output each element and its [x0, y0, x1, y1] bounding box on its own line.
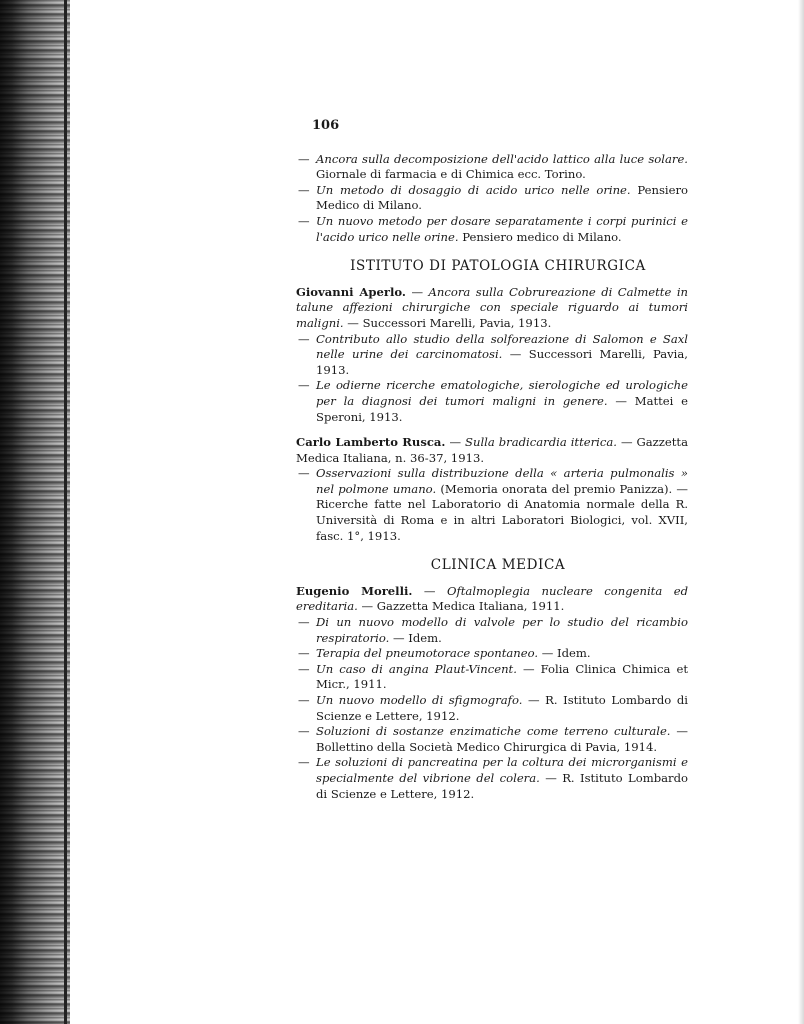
list-item: — Terapia del pneumotorace spontaneo. — Idem. — [298, 646, 591, 661]
author-block — [296, 435, 688, 544]
author-name: Giovanni Aperlo. — [296, 284, 406, 299]
list-item: Eugenio Morelli. — Oftalmoplegia nucleare congenita ed ereditaria. — Gazzetta Medica Italiana, 1911. — [296, 583, 689, 614]
list-item: — Un nuovo modello di sfigmografo. — R. Istituto Lombardo di Scienze e Lettere, 1912. — [298, 693, 688, 723]
list-item: — Di un nuovo modello di valvole per lo studio del ricambio respiratorio. — Idem. — [298, 615, 688, 645]
block1 — [296, 152, 688, 246]
list-item: — Contributo allo studio della solforeazione di Salomon e Saxl nelle urine dei carcinomatosi. — Successori Marelli, Pavia, 1913. — [298, 331, 688, 377]
list-item: — Le odierne ricerche ematologiche, sierologiche ed urologiche per la diagnosi dei tumori maligni in genere. — Mattei e Speroni, 1913. — [298, 378, 688, 424]
list-item: — Soluzioni di sostanze enzimatiche come terreno culturale. — Bollettino della Società Medico Chirurgica di Pavia, 1914. — [298, 724, 688, 754]
list-item: — Un metodo di dosaggio di acido urico nelle orine. Pensiero Medico di Milano. — [298, 182, 688, 213]
list-item: — Ancora sulla decomposizione dell'acido lattico alla luce solare. Giornale di farmacia e di Chimica ecc. Torino. — [298, 151, 688, 182]
author-block — [296, 584, 688, 802]
list-item: — Un caso di angina Plaut-Vincent. — Folia Clinica Chimica et Micr., 1911. — [298, 661, 688, 692]
author-block — [296, 285, 688, 425]
page-number: 106 — [312, 118, 340, 133]
page-right-edge — [798, 0, 804, 1024]
list-item: Carlo Lamberto Rusca. — Sulla bradicardia itterica. — Gazzetta Medica Italiana, n. 36-37, 1913. — [296, 435, 688, 465]
list-item: — Le soluzioni di pancreatina per la coltura dei microrganismi e specialmente del vibrione del colera. — R. Istituto Lombardo di Scienze e Lettere, 1912. — [298, 755, 688, 801]
section-heading: ISTITUTO DI PATOLOGIA CHIRURGICA — [350, 258, 646, 275]
author-name: Eugenio Morelli. — [296, 583, 413, 598]
book-binding-shadow — [0, 0, 70, 1024]
binding-edge — [64, 0, 67, 1024]
page-content — [296, 118, 688, 802]
list-item: — Osservazioni sulla distribuzione della « arteria pulmonalis » nel polmone umano. (Memoria onorata del premio Panizza). — Ricerche fatte nel Laboratorio di Anatomia normale della R. Università di Roma e in altri Laboratori Biologici, vol. XVII, fasc. 1°, 1913. — [298, 466, 688, 543]
author-name: Carlo Lamberto Rusca. — [296, 435, 446, 450]
list-item: Giovanni Aperlo. — Ancora sulla Cobrureazione di Calmette in talune affezioni chirurgiche con speciale riguardo ai tumori maligni. — Successori Marelli, Pavia, 1913. — [296, 284, 688, 330]
list-item: — Un nuovo metodo per dosare separatamente i corpi purinici e l'acido urico nelle orine. Pensiero medico di Milano. — [298, 213, 688, 244]
section-heading: CLINICA MEDICA — [430, 557, 566, 574]
